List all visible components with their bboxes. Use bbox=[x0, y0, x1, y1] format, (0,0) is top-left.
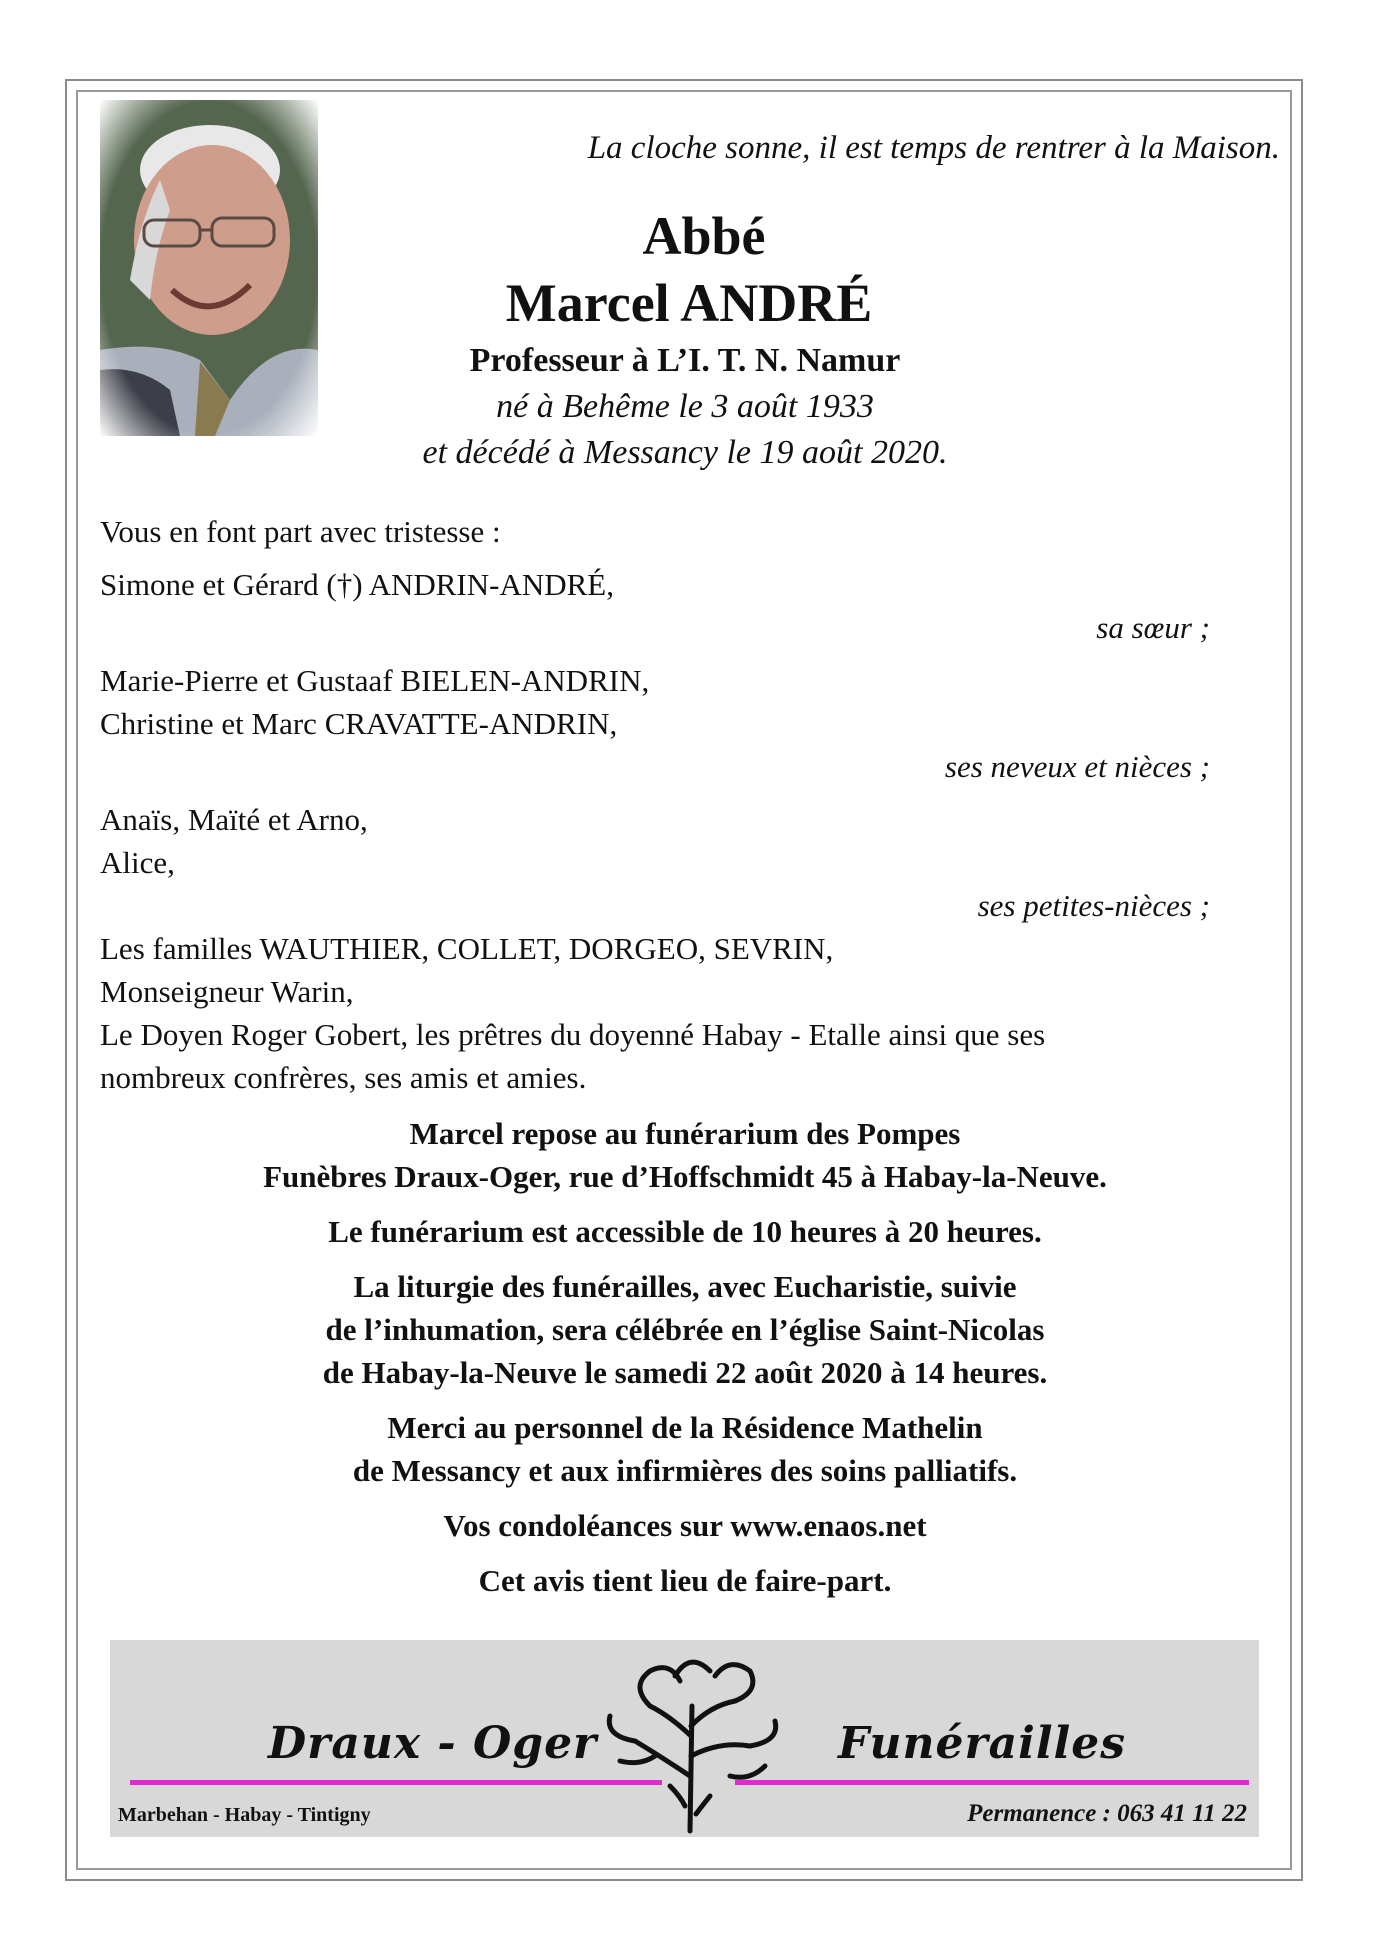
funeral-home-name: Draux - Oger bbox=[268, 1718, 598, 1769]
funeral-info bbox=[100, 1112, 1270, 1614]
liturgy-info bbox=[100, 1265, 1270, 1394]
family-name: Simone et Gérard (†) ANDRIN-ANDRÉ, bbox=[100, 567, 614, 602]
thanks bbox=[100, 1406, 1270, 1492]
family-name: Anaïs, Maïté et Arno, bbox=[100, 802, 368, 837]
liturgy-line: La liturgie des funérailles, avec Eucharistie, suivie bbox=[353, 1269, 1017, 1304]
family-relation: ses petites-nièces ; bbox=[977, 888, 1210, 923]
condolences bbox=[100, 1504, 1270, 1547]
funeral-services-label: Funérailles bbox=[838, 1718, 1127, 1769]
permanence-phone: Permanence : 063 41 11 22 bbox=[967, 1800, 1247, 1827]
portrait-photo bbox=[100, 100, 318, 436]
death-info: et décédé à Messancy le 19 août 2020. bbox=[422, 434, 948, 471]
notice-line: Cet avis tient lieu de faire-part. bbox=[478, 1563, 892, 1598]
hours-line: Le funérarium est accessible de 10 heures à 20 heures. bbox=[328, 1214, 1042, 1249]
rest-location bbox=[100, 1112, 1270, 1198]
funeral-home-banner bbox=[110, 1640, 1259, 1837]
family-intro: Vous en font part avec tristesse : bbox=[100, 514, 501, 549]
family-name: Marie-Pierre et Gustaaf BIELEN-ANDRIN, bbox=[100, 663, 650, 698]
birth-info: né à Behême le 3 août 1933 bbox=[496, 388, 874, 425]
branch-towns: Marbehan - Habay - Tintigny bbox=[118, 1804, 371, 1826]
liturgy-line: de Habay-la-Neuve le samedi 22 août 2020 à 14 heures. bbox=[322, 1355, 1048, 1390]
accent-line-left bbox=[130, 1780, 662, 1785]
profession: Professeur à L’I. T. N. Namur bbox=[469, 342, 901, 379]
liturgy-line: de l’inhumation, sera célébrée en l’église Saint-Nicolas bbox=[325, 1312, 1045, 1347]
accent-line-right bbox=[735, 1780, 1249, 1785]
title-abbe-text: Abbé bbox=[642, 206, 766, 266]
family-other: Les familles WAUTHIER, COLLET, DORGEO, SEVRIN, bbox=[100, 931, 834, 966]
condolences-line: Vos condoléances sur www.enaos.net bbox=[443, 1508, 927, 1543]
family-relation: ses neveux et nièces ; bbox=[944, 749, 1210, 784]
notice bbox=[100, 1559, 1270, 1602]
tree-logo-icon bbox=[590, 1646, 790, 1836]
family-list bbox=[100, 510, 1230, 1099]
family-other: Le Doyen Roger Gobert, les prêtres du doyenné Habay - Etalle ainsi que ses bbox=[100, 1017, 1046, 1052]
deceased-name bbox=[0, 272, 1378, 334]
deceased-name-text: Marcel ANDRÉ bbox=[505, 273, 873, 333]
family-name: Alice, bbox=[100, 845, 175, 880]
family-other: Monseigneur Warin, bbox=[100, 974, 354, 1009]
title-abbe bbox=[0, 205, 1378, 267]
rest-line: Funèbres Draux-Oger, rue d’Hoffschmidt 45 à Habay-la-Neuve. bbox=[263, 1159, 1107, 1194]
opening-quote: La cloche sonne, il est temps de rentrer à la Maison. bbox=[587, 130, 1280, 166]
family-name: Christine et Marc CRAVATTE-ANDRIN, bbox=[100, 706, 618, 741]
family-relation: sa sœur ; bbox=[1096, 610, 1210, 645]
opening-hours bbox=[100, 1210, 1270, 1253]
family-other: nombreux confrères, ses amis et amies. bbox=[100, 1060, 587, 1095]
thanks-line: de Messancy et aux infirmières des soins palliatifs. bbox=[352, 1453, 1018, 1488]
rest-line: Marcel repose au funérarium des Pompes bbox=[409, 1116, 961, 1151]
thanks-line: Merci au personnel de la Résidence Mathelin bbox=[387, 1410, 983, 1445]
